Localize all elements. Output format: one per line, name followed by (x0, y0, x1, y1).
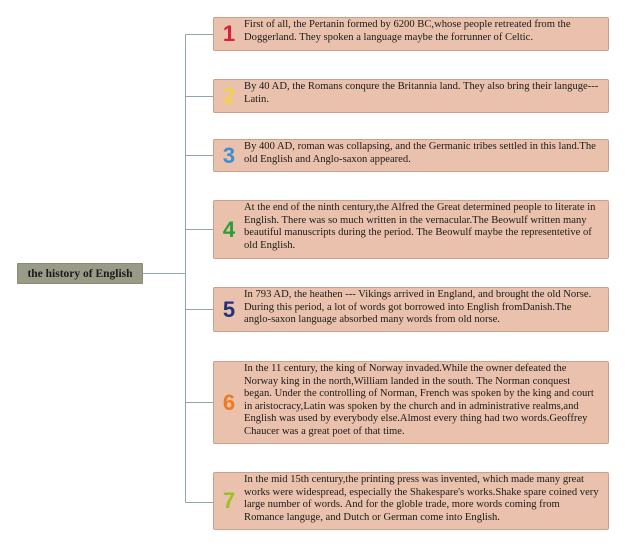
root-topic-label: the history of English (27, 267, 133, 280)
node-number-7: 7 (222, 488, 236, 513)
node-text-2: By 40 AD, the Romans conqure the Britannia land. They also bring their languge--- Latin. (244, 81, 599, 105)
node-number-6: 6 (222, 389, 236, 415)
topic-node-5[interactable] (213, 287, 609, 332)
node-number-5: 5 (222, 296, 236, 322)
topic-node-2[interactable] (213, 79, 609, 113)
node-text-1: First of all, the Pertanin formed by 6200 BC,whose people retreated from the Doggerland. They spoken a language maybe the forrunner of Celtic. (244, 19, 571, 43)
root-topic-node[interactable] (17, 263, 143, 284)
node-number-3: 3 (222, 142, 236, 168)
topic-node-6[interactable] (213, 361, 609, 444)
node-number-1: 1 (222, 21, 236, 46)
node-text-5: In 793 AD, the heathen --- Vikings arrived in England, and brought the old Norse. During this period, a lot of words got borrowed into English fromDanish.The anglo-saxon language absorbed many words from old norse. (244, 289, 592, 326)
node-number-4: 4 (222, 216, 236, 242)
node-text-6: In the 11 century, the king of Norway invaded.While the owner defeated the Norway king in the north,William landed in the south. The Norman conquest began. Under the controlling of Norman, French was spoken by the king and court in aristocracy,Latin was spoken by the church and in administrative realms,and English was used by everybody else.Almost every thing had two words.Geoffrey Chaucer was a great poet of that time. (244, 363, 594, 437)
topic-node-7[interactable] (213, 472, 609, 530)
node-text-3: By 400 AD, roman was collapsing, and the Germanic tribes settled in this land.The old English and Anglo-saxon appeared. (244, 141, 596, 165)
node-text-4: At the end of the ninth century,the Alfred the Great determined people to literate in English. There was so much written in the vernacular.The Beowulf written many beautiful manuscripts during the period. The Beowulf maybe the representetive of old English. (244, 202, 596, 251)
topic-node-3[interactable] (213, 139, 609, 172)
node-text-7: In the mid 15th century,the printing press was invented, which made many great works were widespread, especially the Shakespare's works.Shake spare coined very large number of words. And for the globle trade, more words coming from Romance languge, and Dutch or German come into English. (244, 474, 599, 523)
topic-node-1[interactable] (213, 17, 609, 51)
topic-node-4[interactable] (213, 200, 609, 259)
node-number-2: 2 (222, 83, 236, 108)
